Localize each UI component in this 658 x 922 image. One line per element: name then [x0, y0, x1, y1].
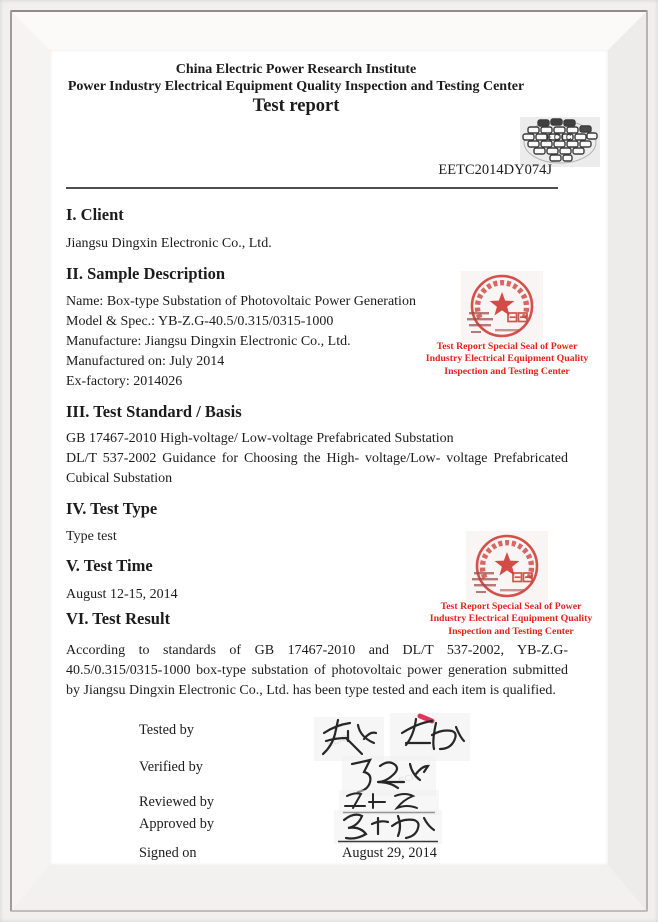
handwritten-signature-icon — [314, 717, 384, 761]
sample-manufactured-on-line: Manufactured on: July 2014 — [66, 354, 225, 369]
seal-caption-1 — [417, 341, 597, 378]
tested-signature-1 — [314, 717, 384, 761]
section-test-type-heading: IV. Test Type — [66, 499, 158, 518]
seal-caption-2-line1: Test Report Special Seal of Power — [440, 601, 582, 612]
red-seal-2 — [466, 531, 548, 603]
ecic-logo-icon — [520, 117, 600, 167]
institute-title: China Electric Power Research Institute — [175, 62, 417, 77]
seal-caption-2-line2: Industry Electrical Equipment Quality — [429, 613, 593, 625]
signed-date: August 29, 2014 — [342, 845, 437, 861]
handwritten-signature-icon — [390, 713, 470, 761]
seal-caption-1-line1: Test Report Special Seal of Power — [436, 341, 578, 352]
section-sample-heading: II. Sample Description — [66, 264, 226, 283]
section-standard-heading: III. Test Standard / Basis — [66, 402, 242, 421]
standard-gb-line: GB 17467-2010 High-voltage/ Low-voltage Prefabricated Substation — [66, 431, 454, 446]
signed-on-label: Signed on — [139, 845, 197, 861]
handwritten-signature-icon — [334, 810, 442, 844]
red-seal-1 — [461, 271, 543, 343]
approved-signature — [334, 810, 442, 844]
seal-caption-1-line3: Inspection and Testing Center — [444, 365, 570, 377]
result-paragraph: According to standards of GB 17467-2010 and DL/T 537-2002, YB-Z.G-40.5/0.315/0315-1000 box-type substation of photovoltaic power generation submitted by Jiangsu Dingxin Electronic Co., Ltd. has been type tested and each item is qualified. — [66, 643, 568, 698]
anti-counterfeit-logo — [520, 117, 600, 167]
tested-signature-2 — [390, 713, 470, 761]
svg-text:ECIC: ECIC — [325, 732, 350, 749]
verified-by-label: Verified by — [139, 759, 203, 775]
sample-name-line: Name: Box-type Substation of Photovoltaic Power Generation — [66, 294, 416, 309]
sample-exfactory-line: Ex-factory: 2014026 — [66, 374, 183, 389]
test-type-value: Type test — [66, 529, 117, 544]
approved-by-label: Approved by — [139, 816, 215, 832]
client-name: Jiangsu Dingxin Electronic Co., Ltd. — [66, 236, 272, 251]
official-seal-icon — [461, 271, 543, 343]
test-time-value: August 12-15, 2014 — [66, 587, 178, 602]
seal-caption-2-line3: Inspection and Testing Center — [448, 625, 574, 637]
official-seal-icon — [466, 531, 548, 603]
section-result-heading: VI. Test Result — [66, 609, 171, 628]
sample-model-line: Model & Spec.: YB-Z.G-40.5/0.315/0315-1000 — [66, 314, 334, 329]
tested-by-label: Tested by — [139, 722, 194, 738]
ecic-logo-text: ECIC — [546, 133, 574, 142]
seal-caption-2 — [421, 601, 601, 638]
divider-line — [66, 187, 558, 189]
standard-dlt-line: DL/T 537-2002 Guidance for Choosing the High- voltage/Low- voltage Prefabricated Cubical Substation — [66, 451, 568, 486]
seal-caption-1-line2: Industry Electrical Equipment Quality — [425, 353, 589, 365]
svg-text:ECIC: ECIC — [397, 769, 422, 786]
sample-manufacture-line: Manufacture: Jiangsu Dingxin Electronic Co., Ltd. — [66, 334, 351, 349]
reviewed-by-label: Reviewed by — [139, 794, 215, 810]
center-title: Power Industry Electrical Equipment Quality Inspection and Testing Center — [67, 79, 525, 94]
report-number: EETC2014DY074J — [438, 162, 552, 178]
section-client-heading: I. Client — [66, 205, 124, 224]
page-title: Test report — [252, 96, 340, 116]
section-test-time-heading: V. Test Time — [66, 556, 153, 575]
